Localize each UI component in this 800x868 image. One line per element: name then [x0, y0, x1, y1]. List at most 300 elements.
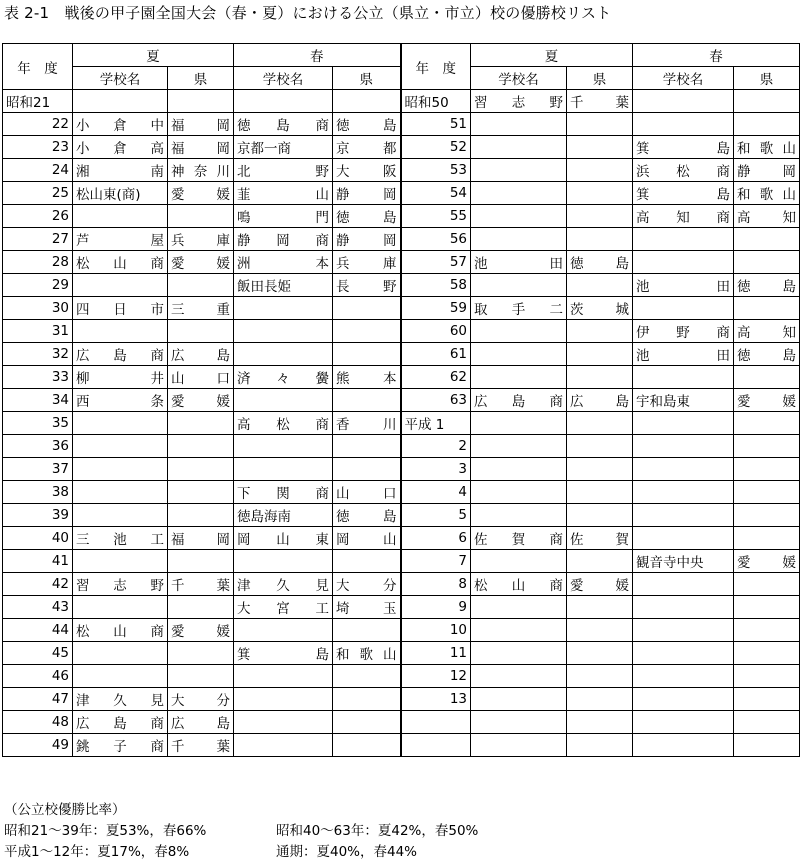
spring-school-cell [633, 573, 734, 596]
spring-pref-cell [734, 688, 800, 711]
year-header-left: 年 度 [3, 44, 73, 90]
spring-school-cell [633, 619, 734, 642]
year-cell: 55 [401, 205, 471, 228]
year-cell: 36 [3, 435, 73, 458]
year-cell: 3 [401, 458, 471, 481]
table-row [3, 458, 800, 481]
summer-school-cell: 柳井 [73, 366, 168, 389]
summer-pref-cell [567, 458, 633, 481]
summer-pref-cell: 福岡 [168, 136, 234, 159]
summer-school-cell [471, 734, 567, 757]
spring-school-cell: 伊野商 [633, 320, 734, 343]
spring-school-cell: 箕島 [633, 136, 734, 159]
spring-school-cell [633, 90, 734, 113]
year-cell: 44 [3, 619, 73, 642]
summer-school-cell [73, 458, 168, 481]
spring-pref-cell [734, 435, 800, 458]
summer-pref-cell [567, 274, 633, 297]
year-header-right: 年 度 [401, 44, 471, 90]
summer-pref-cell: 福岡 [168, 527, 234, 550]
summer-school-cell [73, 665, 168, 688]
spring-pref-cell: 高知 [734, 205, 800, 228]
spring-school-cell [633, 504, 734, 527]
summer-header-left: 夏 [73, 44, 234, 67]
table-row [3, 527, 800, 550]
summer-pref-cell: 神奈川 [168, 159, 234, 182]
table-title: 表 2-1 戦後の甲子園全国大会（春・夏）における公立（県立・市立）校の優勝校リスト [4, 4, 612, 22]
table-row [3, 665, 800, 688]
spring-pref-cell [333, 320, 401, 343]
summer-school-cell [73, 481, 168, 504]
spring-pref-cell: 和歌山 [734, 182, 800, 205]
summer-pref-cell: 茨城 [567, 297, 633, 320]
spring-school-cell: 北野 [234, 159, 333, 182]
spring-pref-cell: 徳島 [333, 205, 401, 228]
spring-pref-cell [333, 711, 401, 734]
year-cell: 56 [401, 228, 471, 251]
summer-school-cell: 松山商 [73, 619, 168, 642]
table-row [3, 136, 800, 159]
spring-school-cell [633, 297, 734, 320]
notes [4, 800, 478, 863]
summer-pref-cell [567, 136, 633, 159]
table-row [3, 481, 800, 504]
summer-pref-cell: 千葉 [567, 90, 633, 113]
year-cell: 60 [401, 320, 471, 343]
summer-school-cell: 小倉高 [73, 136, 168, 159]
spring-pref-cell: 大阪 [333, 159, 401, 182]
spring-pref-cell [734, 527, 800, 550]
spring-pref-cell [333, 343, 401, 366]
summer-school-cell [73, 90, 168, 113]
table-row [3, 182, 800, 205]
year-cell: 22 [3, 113, 73, 136]
spring-pref-cell: 兵庫 [333, 251, 401, 274]
summer-school-cell [471, 711, 567, 734]
spring-pref-cell [734, 113, 800, 136]
table-row [3, 596, 800, 619]
spring-pref-cell: 静岡 [333, 228, 401, 251]
year-cell: 30 [3, 297, 73, 320]
spring-school-cell: 浜松商 [633, 159, 734, 182]
summer-pref-cell: 愛媛 [168, 251, 234, 274]
spring-school-cell [234, 711, 333, 734]
year-cell [401, 711, 471, 734]
spring-pref-cell [333, 435, 401, 458]
spring-pref-cell [333, 665, 401, 688]
spring-pref-cell: 山口 [333, 481, 401, 504]
spring-school-cell [234, 343, 333, 366]
summer-school-cell [471, 458, 567, 481]
summer-pref-cell [168, 642, 234, 665]
spring-pref-cell [333, 297, 401, 320]
spring-school-cell [234, 550, 333, 573]
table-row [3, 366, 800, 389]
spring-pref-cell [734, 734, 800, 757]
year-cell: 45 [3, 642, 73, 665]
spring-school-cell: 洲本 [234, 251, 333, 274]
spring-school-cell [234, 619, 333, 642]
spring-pref-cell [333, 619, 401, 642]
summer-pref-cell [567, 113, 633, 136]
summer-school-cell [471, 688, 567, 711]
spring-school-cell [633, 711, 734, 734]
pref-header: 県 [567, 67, 633, 90]
spring-pref-cell [333, 688, 401, 711]
year-cell: 54 [401, 182, 471, 205]
spring-pref-cell [734, 458, 800, 481]
year-cell: 38 [3, 481, 73, 504]
summer-pref-cell: 愛媛 [168, 619, 234, 642]
school-header: 学校名 [73, 67, 168, 90]
year-cell: 29 [3, 274, 73, 297]
spring-school-cell [234, 320, 333, 343]
summer-pref-cell: 三重 [168, 297, 234, 320]
year-cell: 27 [3, 228, 73, 251]
table-row [3, 320, 800, 343]
spring-pref-cell [734, 596, 800, 619]
spring-school-cell [633, 688, 734, 711]
summer-school-cell [73, 274, 168, 297]
spring-pref-cell: 徳島 [333, 113, 401, 136]
year-cell: 13 [401, 688, 471, 711]
table-row [3, 251, 800, 274]
spring-school-cell [633, 113, 734, 136]
table-row [3, 389, 800, 412]
summer-school-cell [471, 435, 567, 458]
year-cell: 41 [3, 550, 73, 573]
summer-pref-cell [567, 642, 633, 665]
year-cell: 9 [401, 596, 471, 619]
year-cell: 8 [401, 573, 471, 596]
pref-header: 県 [168, 67, 234, 90]
table-row [3, 274, 800, 297]
spring-school-cell [234, 734, 333, 757]
summer-school-cell: 広島商 [73, 343, 168, 366]
summer-school-cell: 広島商 [73, 711, 168, 734]
table-row [3, 504, 800, 527]
summer-pref-cell [567, 159, 633, 182]
spring-school-cell: 京都一商 [234, 136, 333, 159]
summer-school-cell [73, 504, 168, 527]
year-cell: 昭和50 [401, 90, 471, 113]
summer-school-cell [471, 343, 567, 366]
summer-pref-cell [567, 435, 633, 458]
year-cell: 47 [3, 688, 73, 711]
summer-pref-cell: 広島 [168, 343, 234, 366]
summer-school-cell [73, 642, 168, 665]
year-cell: 51 [401, 113, 471, 136]
year-cell: 昭和21 [3, 90, 73, 113]
year-cell: 33 [3, 366, 73, 389]
summer-school-cell: 佐賀商 [471, 527, 567, 550]
summer-pref-cell: 千葉 [168, 734, 234, 757]
summer-school-cell [471, 320, 567, 343]
summer-pref-cell [168, 90, 234, 113]
summer-school-cell [471, 596, 567, 619]
spring-school-cell: 宇和島東 [633, 389, 734, 412]
summer-school-cell [471, 412, 567, 435]
table-row [3, 159, 800, 182]
table-row [3, 688, 800, 711]
summer-pref-cell: 大分 [168, 688, 234, 711]
summer-pref-cell [567, 734, 633, 757]
spring-pref-cell: 徳島 [734, 274, 800, 297]
pref-header: 県 [333, 67, 401, 90]
spring-school-cell [633, 366, 734, 389]
summer-school-cell [471, 159, 567, 182]
summer-pref-cell [168, 665, 234, 688]
summer-school-cell: 芦屋 [73, 228, 168, 251]
summer-pref-cell [168, 435, 234, 458]
summer-school-cell [73, 550, 168, 573]
spring-pref-cell [734, 297, 800, 320]
year-cell: 28 [3, 251, 73, 274]
summer-school-cell: 松山商 [73, 251, 168, 274]
spring-school-cell [633, 527, 734, 550]
spring-pref-cell: 長野 [333, 274, 401, 297]
spring-school-cell: 池田 [633, 343, 734, 366]
summer-school-cell [73, 412, 168, 435]
spring-school-cell: 韮山 [234, 182, 333, 205]
year-cell: 59 [401, 297, 471, 320]
spring-pref-cell: 香川 [333, 412, 401, 435]
year-cell: 23 [3, 136, 73, 159]
year-cell: 62 [401, 366, 471, 389]
spring-pref-cell [734, 251, 800, 274]
spring-school-cell [234, 458, 333, 481]
notes-line-1 [4, 821, 478, 842]
spring-school-cell: 津久見 [234, 573, 333, 596]
summer-pref-cell [567, 596, 633, 619]
summer-school-cell: 津久見 [73, 688, 168, 711]
spring-school-cell: 下関商 [234, 481, 333, 504]
summer-pref-cell [168, 596, 234, 619]
year-cell: 52 [401, 136, 471, 159]
ratio-showa-late: 昭和40～63年：夏42%，春50% [276, 823, 479, 839]
year-cell: 31 [3, 320, 73, 343]
spring-pref-cell [734, 665, 800, 688]
summer-pref-cell [168, 504, 234, 527]
summer-school-cell: 松山商 [471, 573, 567, 596]
year-cell: 57 [401, 251, 471, 274]
summer-school-cell: 湘南 [73, 159, 168, 182]
summer-pref-cell: 広島 [168, 711, 234, 734]
spring-school-cell: 鳴門 [234, 205, 333, 228]
spring-pref-cell [734, 412, 800, 435]
table-row [3, 711, 800, 734]
summer-school-cell [471, 642, 567, 665]
year-cell: 46 [3, 665, 73, 688]
summer-pref-cell: 愛媛 [567, 573, 633, 596]
spring-pref-cell [734, 228, 800, 251]
summer-pref-cell [567, 205, 633, 228]
spring-header-left: 春 [234, 44, 401, 67]
table-row [3, 734, 800, 757]
summer-pref-cell [567, 182, 633, 205]
spring-header-right: 春 [633, 44, 800, 67]
spring-school-cell [234, 90, 333, 113]
spring-pref-cell: 静岡 [734, 159, 800, 182]
summer-school-cell: 西条 [73, 389, 168, 412]
year-cell: 12 [401, 665, 471, 688]
spring-school-cell [234, 688, 333, 711]
year-cell: 35 [3, 412, 73, 435]
spring-school-cell [633, 481, 734, 504]
summer-school-cell [471, 274, 567, 297]
spring-school-cell [633, 251, 734, 274]
spring-pref-cell: 愛媛 [734, 389, 800, 412]
table-row [3, 343, 800, 366]
spring-school-cell: 静岡商 [234, 228, 333, 251]
spring-school-cell: 箕島 [234, 642, 333, 665]
spring-school-cell: 高知商 [633, 205, 734, 228]
summer-school-cell: 小倉中 [73, 113, 168, 136]
summer-school-cell [471, 113, 567, 136]
spring-pref-cell [734, 366, 800, 389]
header-row-1 [3, 44, 800, 67]
year-cell: 58 [401, 274, 471, 297]
spring-school-cell: 徳島商 [234, 113, 333, 136]
summer-school-cell: 松山東(商) [73, 182, 168, 205]
spring-pref-cell [333, 389, 401, 412]
spring-pref-cell: 岡山 [333, 527, 401, 550]
spring-school-cell [633, 665, 734, 688]
spring-school-cell: 岡山東 [234, 527, 333, 550]
summer-pref-cell [567, 550, 633, 573]
year-cell: 34 [3, 389, 73, 412]
table-row [3, 573, 800, 596]
spring-pref-cell: 徳島 [333, 504, 401, 527]
spring-school-cell [633, 458, 734, 481]
year-cell [401, 734, 471, 757]
summer-pref-cell [168, 320, 234, 343]
summer-school-cell: 四日市 [73, 297, 168, 320]
year-cell: 5 [401, 504, 471, 527]
summer-pref-cell [567, 481, 633, 504]
spring-school-cell [234, 435, 333, 458]
summer-school-cell [471, 665, 567, 688]
year-cell: 25 [3, 182, 73, 205]
summer-pref-cell [567, 619, 633, 642]
champions-table [2, 43, 800, 757]
spring-pref-cell [333, 550, 401, 573]
year-cell: 63 [401, 389, 471, 412]
spring-school-cell [234, 389, 333, 412]
table-body [3, 90, 800, 757]
table-row [3, 297, 800, 320]
summer-school-cell: 銚子商 [73, 734, 168, 757]
summer-school-cell [471, 205, 567, 228]
summer-school-cell [73, 205, 168, 228]
summer-school-cell: 池田 [471, 251, 567, 274]
spring-pref-cell: 静岡 [333, 182, 401, 205]
year-cell: 11 [401, 642, 471, 665]
spring-pref-cell [333, 90, 401, 113]
spring-pref-cell [333, 734, 401, 757]
summer-school-cell: 広島商 [471, 389, 567, 412]
year-cell: 24 [3, 159, 73, 182]
summer-school-cell: 取手二 [471, 297, 567, 320]
year-cell: 49 [3, 734, 73, 757]
spring-school-cell: 済々黌 [234, 366, 333, 389]
pref-header: 県 [734, 67, 800, 90]
year-cell: 32 [3, 343, 73, 366]
table-row [3, 412, 800, 435]
table-row [3, 435, 800, 458]
summer-pref-cell [567, 504, 633, 527]
summer-pref-cell [567, 320, 633, 343]
spring-school-cell: 徳島海南 [234, 504, 333, 527]
spring-pref-cell [734, 573, 800, 596]
summer-school-cell [471, 366, 567, 389]
summer-pref-cell: 佐賀 [567, 527, 633, 550]
school-header: 学校名 [471, 67, 567, 90]
spring-school-cell [234, 297, 333, 320]
table-row [3, 228, 800, 251]
notes-line-2 [4, 842, 478, 863]
year-cell: 42 [3, 573, 73, 596]
summer-school-cell [73, 320, 168, 343]
spring-school-cell [633, 596, 734, 619]
spring-school-cell [633, 228, 734, 251]
year-cell: 39 [3, 504, 73, 527]
spring-pref-cell: 京都 [333, 136, 401, 159]
school-header: 学校名 [633, 67, 734, 90]
summer-school-cell [471, 228, 567, 251]
notes-heading: （公立校優勝比率） [4, 802, 126, 818]
spring-school-cell: 大宮工 [234, 596, 333, 619]
year-cell: 26 [3, 205, 73, 228]
summer-pref-cell [567, 343, 633, 366]
year-cell: 43 [3, 596, 73, 619]
spring-pref-cell [734, 642, 800, 665]
table-row [3, 550, 800, 573]
year-cell: 6 [401, 527, 471, 550]
spring-pref-cell: 熊本 [333, 366, 401, 389]
spring-pref-cell: 徳島 [734, 343, 800, 366]
spring-school-cell: 観音寺中央 [633, 550, 734, 573]
summer-pref-cell [168, 481, 234, 504]
table-row [3, 205, 800, 228]
table-row [3, 113, 800, 136]
year-cell: 48 [3, 711, 73, 734]
year-cell: 7 [401, 550, 471, 573]
year-cell: 4 [401, 481, 471, 504]
summer-pref-cell [168, 458, 234, 481]
ratio-heisei: 平成1～12年：夏17%，春8% [4, 844, 190, 860]
spring-pref-cell [734, 481, 800, 504]
table-row [3, 642, 800, 665]
summer-pref-cell: 山口 [168, 366, 234, 389]
summer-pref-cell [567, 711, 633, 734]
summer-pref-cell: 徳島 [567, 251, 633, 274]
summer-pref-cell [567, 665, 633, 688]
summer-school-cell: 三池工 [73, 527, 168, 550]
year-cell: 53 [401, 159, 471, 182]
summer-pref-cell [567, 228, 633, 251]
summer-school-cell [73, 596, 168, 619]
summer-pref-cell [567, 412, 633, 435]
summer-pref-cell: 愛媛 [168, 389, 234, 412]
summer-school-cell [73, 435, 168, 458]
spring-school-cell [234, 665, 333, 688]
year-cell: 40 [3, 527, 73, 550]
table-row [3, 90, 800, 113]
summer-school-cell [471, 136, 567, 159]
summer-school-cell [471, 504, 567, 527]
spring-pref-cell: 埼玉 [333, 596, 401, 619]
